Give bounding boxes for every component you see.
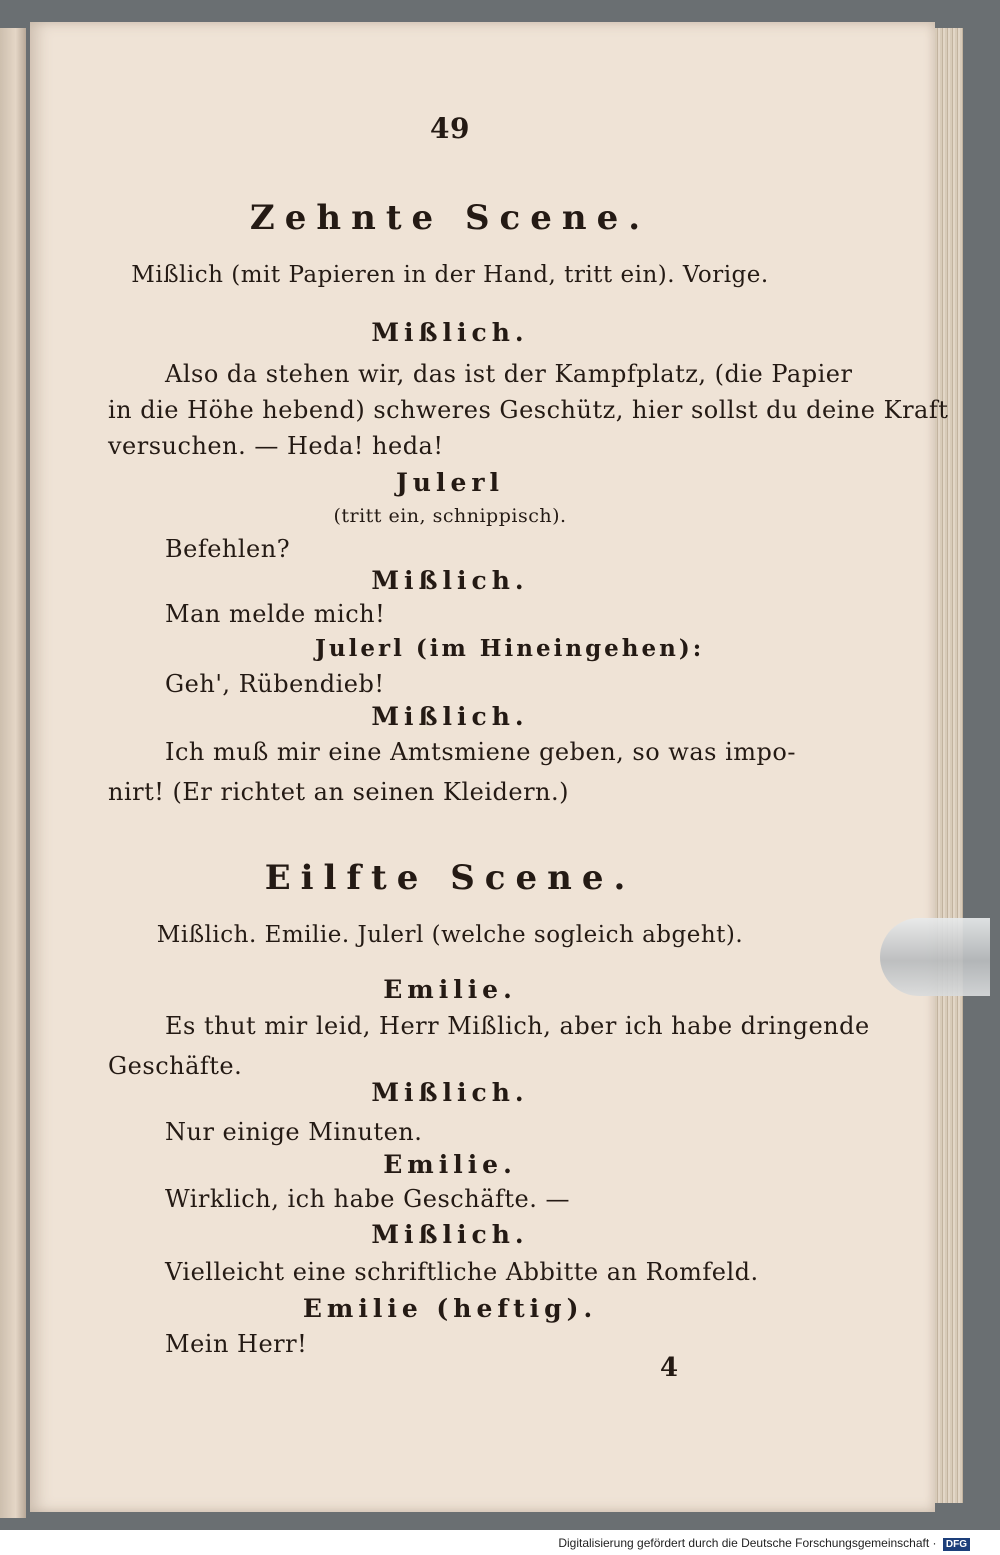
speaker-name: Mißlich. [371,702,529,731]
left-page-edge [0,28,26,1518]
speaker-name: Mißlich. [371,1078,529,1107]
speaker-name: Emilie (heftig). [302,1294,598,1323]
stage-direction: Mißlich. Emilie. Julerl (welche sogleich abgeht). [156,922,744,948]
speech-line: Man melde mich! [165,600,386,628]
speech-line: Mein Herr! [165,1330,308,1358]
speech-line: Also da stehen wir, das ist der Kampfplatz, (die Papier [165,360,853,388]
speech-line: Geh', Rübendieb! [165,670,385,698]
stage-direction: Mißlich (mit Papieren in der Hand, tritt ein). Vorige. [131,262,769,288]
book-page [30,22,935,1512]
speaker-name: Emilie. [383,975,517,1004]
speech-line: versuchen. — Heda! heda! [108,432,444,460]
speech-line: in die Höhe hebend) schweres Geschütz, hier sollst du deine Kraft [108,396,949,424]
footer-text: Digitalisierung gefördert durch die Deutsche Forschungsgemeinschaft [558,1536,930,1550]
footer: Digitalisierung gefördert durch die Deutsche Forschungsgemeinschaft · DFG [558,1536,970,1551]
page-number: 49 [430,112,470,145]
speech-line: Es thut mir leid, Herr Mißlich, aber ich habe dringende [165,1012,870,1040]
scene-heading: Eilfte Scene. [264,858,636,898]
dfg-logo: DFG [943,1538,970,1551]
speaker-name: Emilie. [383,1150,517,1179]
speech-line: Befehlen? [165,535,291,563]
signature-mark: 4 [660,1353,679,1383]
speech-line: Geschäfte. [108,1052,243,1080]
speech-line: Vielleicht eine schriftliche Abbitte an Romfeld. [165,1258,759,1286]
speaker-name: Julerl (im Hineingehen): [315,635,705,662]
speaker-name: Mißlich. [371,566,529,595]
page-clip [880,918,990,996]
speech-line: Wirklich, ich habe Geschäfte. — [165,1185,570,1213]
stage-direction: (tritt ein, schnippisch). [333,505,567,527]
speaker-name: Mißlich. [371,1220,529,1249]
page-stack-edge [935,28,963,1503]
speaker-name: Mißlich. [371,318,529,347]
speech-line: Ich muß mir eine Amtsmiene geben, so was impo- [165,738,796,766]
scene-heading: Zehnte Scene. [249,198,651,238]
speech-line: Nur einige Minuten. [165,1118,423,1146]
speech-line: nirt! (Er richtet an seinen Kleidern.) [108,778,569,806]
speaker-name: Julerl [395,468,505,497]
